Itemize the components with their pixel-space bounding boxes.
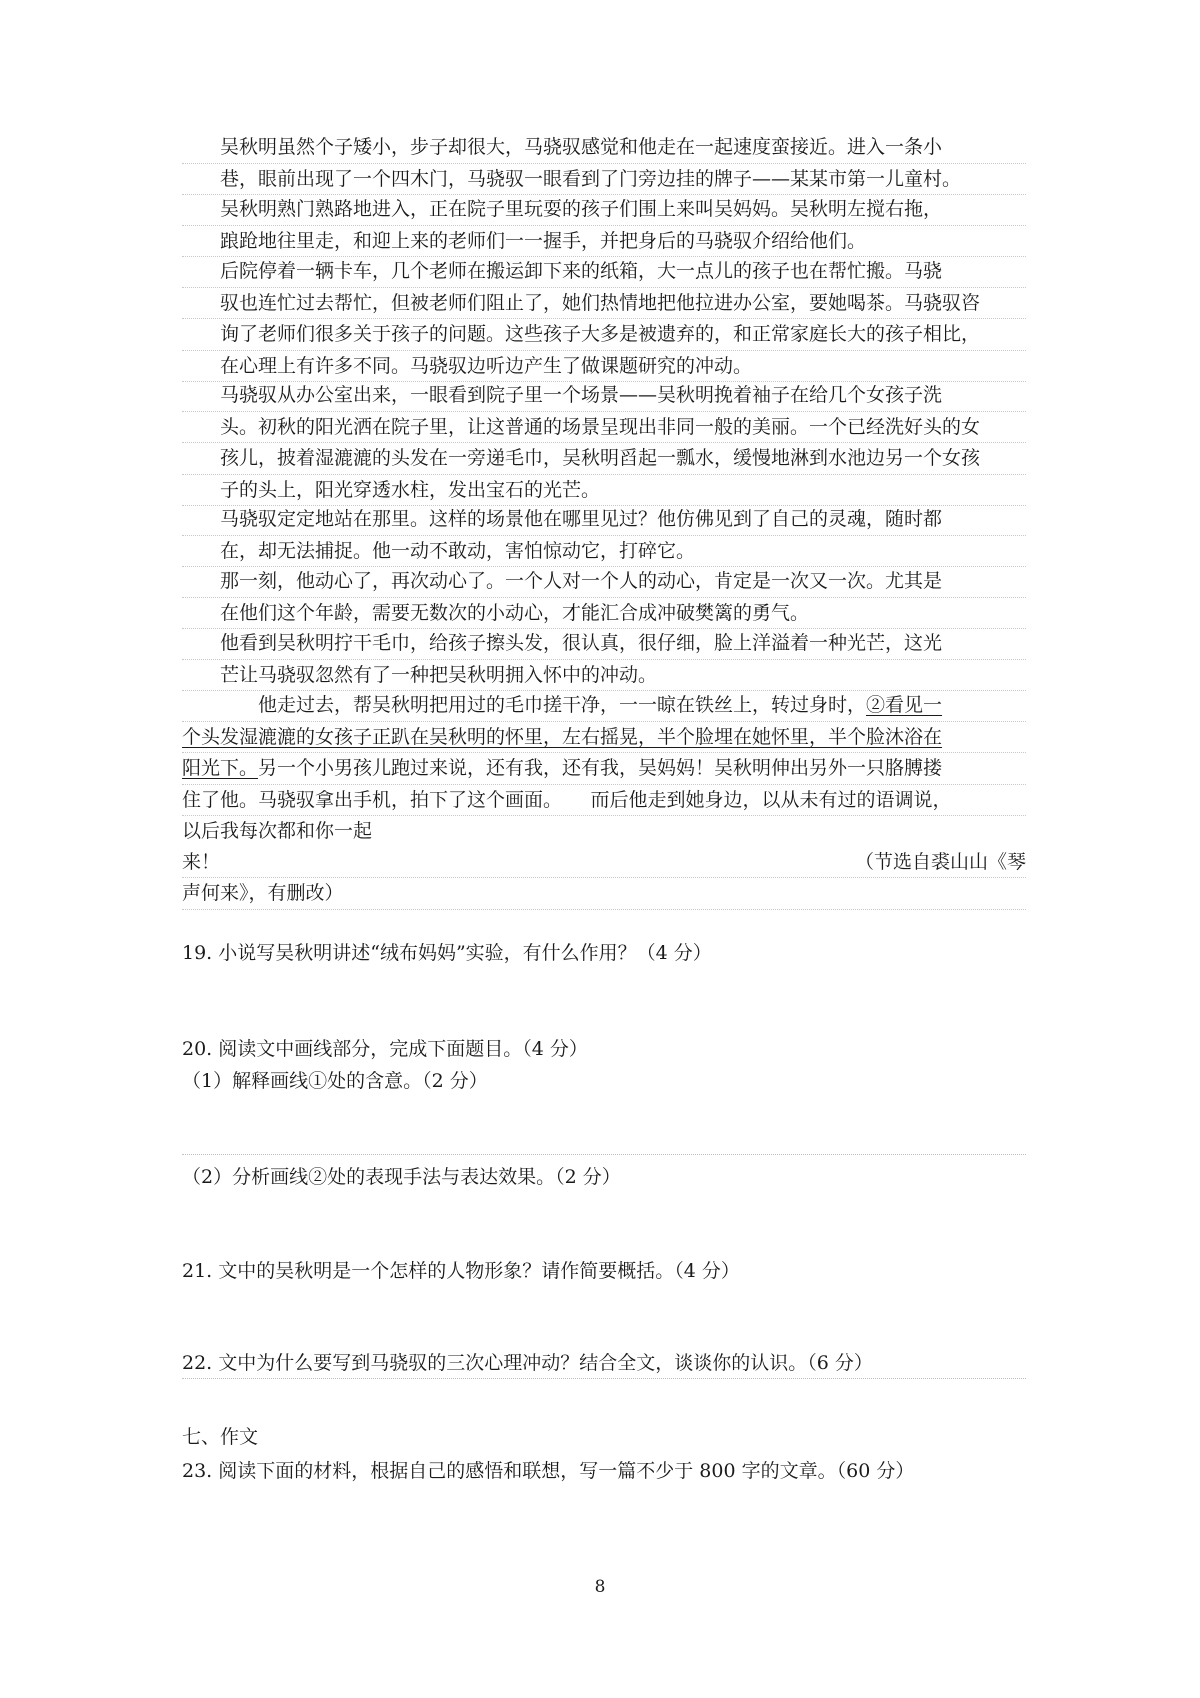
page-number: 8 xyxy=(594,1577,606,1597)
paragraph-6 xyxy=(182,566,1026,629)
question-20: 20. 阅读文中画线部分，完成下面题目。（4 分） xyxy=(182,1038,588,1060)
text-line: 在心理上有许多不同。马骁驭边听边产生了做课题研究的冲动。 xyxy=(182,351,1026,383)
text-line: 头。初秋的阳光洒在院子里，让这普通的场景呈现出非同一般的美丽。一个已经洗好头的女 xyxy=(182,412,1026,444)
text-line: 踉跄地往里走，和迎上来的老师们一一握手，并把身后的马骁驭介绍给他们。 xyxy=(182,226,1026,258)
text-line xyxy=(182,722,1026,754)
text-line: 子的头上，阳光穿透水柱，发出宝石的光芒。 xyxy=(182,475,1026,507)
text-line: 孩儿，披着湿漉漉的头发在一旁递毛巾，吴秋明舀起一瓢水，缓慢地淋到水池边另一个女孩 xyxy=(182,443,1026,475)
text-line: 以后我每次都和你一起 xyxy=(182,820,373,842)
question-23: 23. 阅读下面的材料，根据自己的感悟和联想，写一篇不少于 800 字的文章。（60 分） xyxy=(182,1460,915,1482)
text-line: 后院停着一辆卡车，几个老师在搬运卸下来的纸箱，大一点儿的孩子也在帮忙搬。马骁 xyxy=(182,256,1026,288)
text-line: 那一刻，他动心了，再次动心了。一个人对一个人的动心，肯定是一次又一次。尤其是 xyxy=(182,566,1026,598)
underlined-passage-2-end: 阳光下。 xyxy=(182,757,259,779)
text-line xyxy=(182,753,1026,785)
question-21: 21. 文中的吴秋明是一个怎样的人物形象？请作简要概括。（4 分） xyxy=(182,1260,740,1282)
text-line: 他看到吴秋明拧干毛巾，给孩子擦头发，很认真，很仔细，脸上洋溢着一种光芒，这光 xyxy=(182,628,1026,660)
question-19: 19. 小说写吴秋明讲述“绒布妈妈”实验，有什么作用？（4 分） xyxy=(182,942,712,964)
paragraph-1 xyxy=(182,132,1026,195)
text-line: 声何来》，有删改） xyxy=(182,878,1026,910)
text-line: 马骁驭定定地站在那里。这样的场景他在哪里见过？他仿佛见到了自己的灵魂，随时都 xyxy=(182,504,1026,536)
text-line: 在他们这个年龄，需要无数次的小动心，才能汇合成冲破樊篱的勇气。 xyxy=(182,598,1026,630)
text-line: 芒让马骁驭忽然有了一种把吴秋明拥入怀中的冲动。 xyxy=(182,660,1026,692)
text-line xyxy=(182,847,1026,879)
text-line: 吴秋明熟门熟路地进入，正在院子里玩耍的孩子们围上来叫吴妈妈。吴秋明左搅右拖， xyxy=(182,194,1026,226)
text-segment: 来！ xyxy=(182,850,221,873)
underlined-passage-2: ②看见一 xyxy=(866,694,943,716)
text-segment: 另一个小男孩儿跑过来说，还有我，还有我，吴妈妈！吴秋明伸出另外一只胳膊搂 xyxy=(258,757,943,779)
text-segment: 他走过去，帮吴秋明把用过的毛巾搓干净，一一晾在铁丝上，转过身时， xyxy=(258,694,867,716)
paragraph-4 xyxy=(182,380,1026,506)
text-line: 驭也连忙过去帮忙，但被老师们阻止了，她们热情地把他拉进办公室，要她喝茶。马骁驭咨 xyxy=(182,288,1026,320)
answer-line xyxy=(182,1154,1026,1155)
paragraph-3 xyxy=(182,256,1026,382)
text-line: 吴秋明虽然个子矮小，步子却很大，马骁驭感觉和他走在一起速度蛮接近。进入一条小 xyxy=(182,132,1026,164)
question-20-1: （1）解释画线①处的含意。（2 分） xyxy=(182,1070,488,1092)
answer-line xyxy=(182,1378,1026,1379)
underlined-passage-2-cont: 个头发湿漉漉的女孩子正趴在吴秋明的怀里，左右摇晃，半个脸埋在她怀里，半个脸沐浴在 xyxy=(182,725,943,748)
paragraph-7 xyxy=(182,628,1026,691)
question-20-2: （2）分析画线②处的表现手法与表达效果。（2 分） xyxy=(182,1166,621,1188)
text-line xyxy=(182,690,1026,722)
text-line: 巷，眼前出现了一个四木门，马骁驭一眼看到了门旁边挂的牌子——某某市第一儿童村。 xyxy=(182,164,1026,196)
paragraph-8 xyxy=(182,690,1026,910)
paragraph-5 xyxy=(182,504,1026,567)
source-note: （节选自裘山山《琴 xyxy=(854,850,1026,873)
text-line: 在，却无法捕捉。他一动不敢动，害怕惊动它，打碎它。 xyxy=(182,536,1026,568)
text-line: 马骁驭从办公室出来，一眼看到院子里一个场景——吴秋明挽着袖子在给几个女孩子洗 xyxy=(182,380,1026,412)
text-line: 询了老师们很多关于孩子的问题。这些孩子大多是被遗弃的，和正常家庭长大的孩子相比， xyxy=(182,319,1026,351)
section-heading: 七、作文 xyxy=(182,1426,259,1448)
question-22: 22. 文中为什么要写到马骁驭的三次心理冲动？结合全文，谈谈你的认识。（6 分） xyxy=(182,1352,873,1374)
text-line: 住了他。马骁驭拿出手机，拍下了这个画面。 而后他走到她身边，以从未有过的语调说， xyxy=(182,785,1026,817)
paragraph-2 xyxy=(182,194,1026,257)
